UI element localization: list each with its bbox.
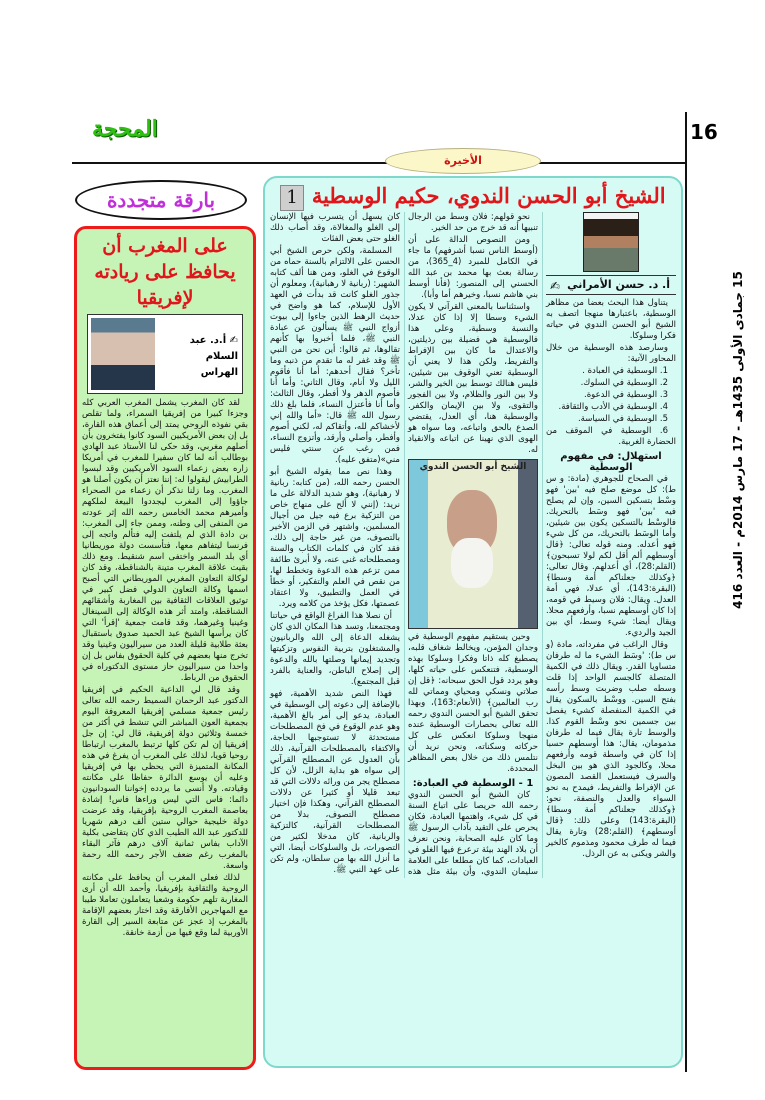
paragraph: لذلك فعلى المغرب أن يحافظ على مكانته الروحية والثقافية بإفريقيا، وأحمد الله أن أرى المغاربة تلهم حكومة وشعبا يتعاملون تعاملا طيبا مع المهاجرين الأفارقة وقد اختار بعضهم الإقامة بالمغرب إذ عجز عن متابعة السير إلى القارة الأوربية لما وقع فيها من أزمة خانقة. xyxy=(82,873,248,938)
paragraph: وحين يستقيم مفهوم الوسطية في وجدان المؤمن، ويخالط شغاف قلبه، يصطبغ كله ذاتا وفكرا وسلوكا بهذه الوسطية، فتنعكس على حياته كلها، وهو يردد قول الحق سبحانه: ﴿قل إن صلاتي ونسكي ومحياي ومماتي لله رب العالمين﴾ (الأنعام:163)، وبهذا تحقق الشيخ أبو الحسن الندوي رحمه الله تعالى بحصارات الوسطية عنده منهجا وسلوكا انعكس على كل حركاته وسكناته، ونحن نريد أن نتلمس ذلك من خلال بعض المظاهر المحددة. xyxy=(408,632,538,774)
intro-paragraph: وسارصد هذه الوسطية من خلال المحاور الآتية: xyxy=(546,343,676,364)
paragraph: أن نصلا هذا الفراغ الواقع في حياتنا ومجتمعنا، وتسد هذا المكان الذي كان يشغله الدعاة إلى الله والربانيون والمشتغلون بتربية النفوس وتزكيتها وتجديد إيمانها وصلتها بالله والدعوة إلى إصلاح الباطن، والعناية بالفرد قبل المجتمع). xyxy=(270,611,400,687)
author-byline xyxy=(546,275,676,295)
side-author-text: أ.د. عبد السلام الهراس xyxy=(189,335,238,378)
paragraph: نحو قولهم: فلان وسط من الرجال تنبيها أنه قد خرج من حد الخير. xyxy=(408,212,538,233)
section-label: الأخيرة xyxy=(385,148,541,174)
photo-beard xyxy=(451,538,493,588)
paragraph: وقال الراغب في مفرداته، مادة (و س ط): 'وسَط الشيء ما له طرفان متساويا القدر. ويقال ذلك في الكمية المتصلة كالجسم الواحد إذا قلت وسطه صلب وضربت وسط رأسه بفتح السين. ووسْط بالسكون يقال في الكمية المنفصلة كشيء يفصل بين جسمين نحو وسْط القوم كذا. والوسط تارة يقال فيما له طرفان مذمومان، يقال: هذا أوسطهم حسبا إذا كان في واسطة قومه وأرفعهم محلا، وكالجود الذي هو بين البخل والسرف فيستعمل القصد المصون عن الإفراط والتفريط، فيمدح به نحو السواء والعدل والنصفة، نحو: ﴿وكذلك جعلناكم أمة وسطا﴾ (البقرة:143) وعلى ذلك: ﴿قال أوسطهم﴾ (القلم:28) وتارة يقال فيما له طرف محمود ومذموم كالخير والشر ويكنى به عن الرذل. xyxy=(546,640,676,859)
axis-item: 2. الوسطية في السلوك. xyxy=(580,378,668,388)
paragraph: المسلمة، ولكن حرص الشيخ أبي الحسن على الالتزام بالسنة حماه من الوقوع في الغلو، ومن هنا ألف كتابه الشهير: (ربانية لا رهبانية)، ومعلوم أن جذور الغلو كانت قد بدأت في العهد الأول للإسلام، كما هو واضح في حديث الرهط الذين جاءوا إلى بيوت أزواج النبي ﷺ يسألون عن عبادة النبي ﷺ، فلما أخبروا بها كأنهم تقالوها، ثم قالوا: أين نحن من النبي ﷺ وقد غفر له ما تقدم من ذنبه وما تأخر؟ فقال أحدهم: أما أنا فأقوم الليل ولا أنام، وقال الثاني: وأما أنا فأصوم الدهر ولا أفطر، وقال الثالث: وأما أنا فأعتزل النساء، فلما بلغ ذلك رسول الله ﷺ قال: «أما والله إني لأخشاكم لله، وأتقاكم له، لكني أصوم وأفطر، وأصلي وأرقد، وأتزوج النساء، فمن رغب عن سنتي فليس مني»(متفق عليه). xyxy=(270,246,400,465)
part-number: 1 xyxy=(280,185,303,211)
side-author-photo xyxy=(91,318,155,390)
axis-item: 6. الوسطية في الموقف من الحضارة الغربية. xyxy=(546,426,676,447)
subheading: استهلال: في مفهوم الوسطية xyxy=(560,451,662,473)
axis-item: 5. الوسطية في السياسة. xyxy=(577,414,668,424)
pen-icon: ✍ xyxy=(226,335,238,346)
paragraph: فهذا النص شديد الأهمية، فهو بالإضافة إلى دعوته إلى الوسطية في العبادة، يدعو إلى أمر بالغ الأهمية، وهو عدم الوقوع في فخ المصطلحات مستحدثة لا تستوجبها الحاجة، والاكتفاء بالمصطلحات القرآنية، ذلك بأن العدول عن المصطلح القرآني إلى سواه هو بداية الزلل، لأن كل مصطلح يجر من ورائه دلالات التي قد تبعد قليلا أو كثيرا عن دلالات المصطلح القرآني، وهكذا فإن اختيار مصطلح التصوف، بدلا من المصطلحات القرآنية، كالتزكية والربانية، كان مدخلا لكثير من التصورات، بل والسلوكات أيضا، التي ما أنزل الله بها من سلطان، ولم تكن على عهد النبي ﷺ. xyxy=(270,689,400,875)
subheading: 1 - الوسطية في العبادة: xyxy=(412,778,534,789)
date-strip xyxy=(690,160,760,720)
paragraph: ومن النصوص الدالة على أن (أوسط الناس نسبا أشرفهم) ما جاء في الكامل للمبرد (4_365)، من رسالة بعث بها محمد بن عبد الله الحسني إلى المنصور: (فأنا أوسط بني هاشم نسبا، وخيرهم أما وأبا). xyxy=(408,235,538,300)
margin-rule xyxy=(685,112,687,1072)
main-article-box xyxy=(263,176,683,1068)
side-article-box xyxy=(74,226,256,1070)
side-article-title: على المغرب أن يحافظ على ريادته لإفريقيا xyxy=(94,235,236,309)
paragraph: كان الشيخ أبو الحسن الندوي رحمه الله حريصا على اتباع السنة في كل شيء، واهتمها العبادة، فكان يحرص على التقيد بآداب الرسول ﷺ وما كان عليه الصحابة، ونحن نعرف أن بلاد الهند بيئة ترعرع فيها الغلو في العبادات، كما كان مطلعا على العلامة سليمان الندوي، وأن بيئة مثل هذه كان يسهل أن يتسرب فيها الإنسان إلى الغلو والمغالاة، وقد أصاب ذلك الغلو حتى بعض الفئات xyxy=(270,212,538,877)
author-photo xyxy=(583,212,639,272)
paragraph: في الصحاح للجوهري (مادة: و س ط): كل موضع صلح فيه 'بين' فهو وسْط بتسكين السين، وإن لم يصلح فيه 'بين' فهو وسَط بالتحريك. فالوسْط بالتسكين يكون بين شيئين، وأما الوسَط بالتحريك، من كل شيء فهو أعدله. ومنه قوله تعالى: ﴿قال أوسطهم ألم أقل لكم لولا تسبحون﴾ (القلم:28)، أي أعدلهم. وقال تعالى: ﴿وكذلك جعلناكم أمة وسطا﴾ (البقرة:143)، أي عدلا، فهي أمة العدل. ويقال: فلان وسيط في قومه، إذا كان أوسطهم نسبا، وأرفعهم محلا. ويقال أيضا: شيء وسط، أي بين الجيد والرديء. xyxy=(546,474,676,638)
paragraph: لقد كان المغرب يشمل المغرب العربي كله وجزءا كبيرا من إفريقيا السمراء، ولما تقلص بقي نفوذه الروحي يمتد إلى أعماق هذه القارة، بل إن بعض الأمريكيين السود كانوا يفتخرون بأن أصلهم مغربي، وقد حكى لنا الأستاذ عبد الهادي بوطالب أنه لما كان سفيرا للمغرب في أمريكا زاره بعض زعماء السود الأمريكيين وقد لبسوا الطرابيش ليقولوا له: إننا نعتز أن يكون أصلنا هو المغرب. وما زلنا نذكر أن زعماء من الصحراء جاؤوا إلى المغرب ليجددوا البيعة لملكهم وأميرهم محمد الخامس رحمه الله إثر عودته من المنفى إلى وطنه، وممن جاء إلى المغرب: بن دادة الذي لم يلتفت إليه فتألم واتجه إلى فرنسا ليتفاهم معها، فتأسست دولة موريطانيا أي بلد السمر واختفى اسم شنقيط. ومع ذلك بقيت علاقة المغرب متينة بالشناقطة، وقد كان لوكالة التعاون المغربي الموريطاني التي أصبح اسمها وكالة التعاون الدولي فضل كبير في توثيق العلاقات الثقافية بين المغاربة وأشقائهم الشناقطة، وامتد أثر هذه الوكالة إلى السينغال وغينيا وغيرهما، وقد قامت جمعية 'إقرأ' التي كان يرأسها الشيخ عبد الحميد صدوق باستقبال بعثة طلابية قليلة العدد من سيراليون وغينيا وقد تخرج منها بعضهم في كلية الحقوق بفاس بل إن واحدا من سيراليون حاز مستوى الدكتوراه في الحقوق من الرباط. xyxy=(82,398,248,683)
intro-paragraph: يتناول هذا البحث بعضا من مظاهر الوسطية، باعتبارها منهجا اتصف به الشيخ أبو الحسن الندوي في حياته فكرا وسلوكا. xyxy=(546,298,676,341)
pen-icon: ✍ xyxy=(550,279,561,293)
nadwi-photo xyxy=(408,459,538,629)
article-title xyxy=(270,180,676,212)
issue-date: 15 جمادى الأولى 1435هـ - 17 مارس 2014م - العدد 416 xyxy=(731,271,745,609)
article-columns xyxy=(270,212,676,878)
article-title-text: الشيخ أبو الحسن الندوي، حكيم الوسطية xyxy=(311,183,666,208)
page-number: 16 xyxy=(690,120,718,144)
axis-item: 4. الوسطية في الأدب والثقافة. xyxy=(558,402,668,412)
side-article-body xyxy=(82,398,248,939)
axis-item: 3. الوسطية في الدعوة. xyxy=(584,390,668,400)
paragraph: وقد قال لي الداعية الحكيم في إفريقيا الدكتور عبد الرحمان السميط رحمه الله تعالى رئيس جمعية مسلمي إفريقيا المعروفة اليوم بجمعية العون المباشر التي تنشط في أكثر من خمسة وثلاثين دولة إفريقية، قال لي: إن جل إفريقيا إن لم تكن كلها ترتبط بالمغرب ارتباطا روحيا قويا، لذلك على المغرب أن يفرغ في هذه المكانة المتميزة التي يحظى بها في إفريقيا وعليه أن يوسع الدائرة حفاظا على مكانته وقيادته. ولا أنسى ما يردده إخواننا السودانيون دائما: فاس التي ليس وراءها فاس! إشادة بعاصمة المغرب الروحية بإفريقيا، وقد عرضت دولة خليجية حوالي ستين ألف درهم شهريا للدكتور عبد الله الطيب الذي كان يتقاضى بكلية الآداب بفاس ثمانية آلاف درهم فآثر البقاء بالمغرب رغم ضعف الأجر رحمه الله رحمة واسعة. xyxy=(82,685,248,871)
side-author-box xyxy=(87,314,243,394)
column-header: بارقة متجددة xyxy=(75,180,247,220)
paragraph: وهذا نص مما يقوله الشيخ أبو الحسن رحمه الله، (من كتابه: ربانية لا رهبانية)، وهو شديد الدلالة على ما نريد: (إنني لا ألح على منهاج خاص من التزكية برع فيه جيل من أجيال المسلمين، واشتهر في الزمن الأخير بالتصوف، من غير حاجة إلى ذلك، فقد كان في كلمات الكتاب والسنة ومصطلحاته غنى عنه، ولا أبرئ طائفة ممن تزعم هذه الدعوة وتخطط لها، من نقص في العلم والتفكير، أو خطأ في العمل والتطبيق، ولا اعتقاد عصمتها، فكل يؤخذ من كلامه ويرد. xyxy=(270,467,400,609)
side-author-name xyxy=(168,333,238,381)
header-rule xyxy=(72,162,687,164)
author-name: أ. د. حسن الأمراني xyxy=(567,278,670,291)
photo-caption: الشيخ أبو الحسن الندوي xyxy=(419,462,527,472)
paragraph: واستئناسا بالمعنى القرآني لا يكون الشيء وسطا إلا إذا كان عدلا، والنسبة وسطية، وعلى هذا فالوسطية هي فضيلة بين رذيلتين، والاعتدال ما كان بين الإفراط والتفريط، ولكن هذا لا يعني أن الوسطية تعني الوقوف بين شيئين، فليس هنالك توسط بين الخير والشر، ولا بين النور والظلام، ولا بين الفجور والتقوى، ولا بين الإيمان والكفر. والوسطية هنا، أي العدل، يقتضي الصدع بالحق واتباعه، وما سواه هو الهوى الذي نهينا عن اتباعه والانقياد له. xyxy=(408,302,538,455)
axis-item: 1. الوسطية في العبادة . xyxy=(582,366,668,376)
masthead-logo: المحجة xyxy=(92,116,158,142)
